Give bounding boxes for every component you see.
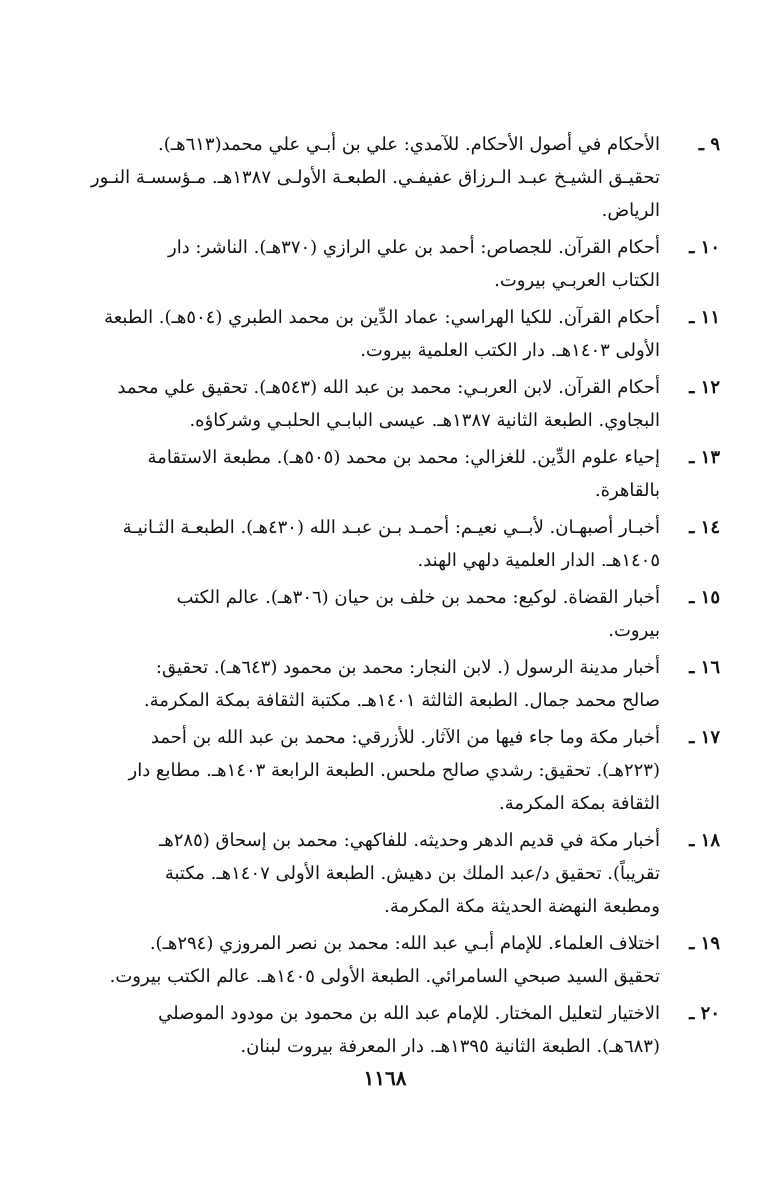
entry-line: أخبار مكة وما جاء فيها من الآثار. للأزرقي: محمد بن عبد الله بن أحمد [150,727,660,748]
entry-line: الرياض. [601,200,660,221]
entry-line: أحكام القرآن. للجصاص: أحمد بن علي الرازي (٣٧٠هـ). الناشر: دار [168,237,660,258]
bibliography-entry-19 [60,927,720,993]
bibliography-entry-10 [60,231,720,297]
entry-number: ١٢ ـ [689,377,720,398]
entry-number: ٢٠ ـ [689,1003,720,1024]
bibliography-entry-20 [60,997,720,1063]
entry-line: تقريباً). تحقيق د/عبد الملك بن دهيش. الطبعة الأولى ١٤٠٧هـ. مكتبة [164,863,660,884]
entry-text [60,997,660,1063]
entry-number: ١٠ ـ [689,237,720,258]
entry-text [60,231,660,297]
entry-number: ٩ ـ [698,134,720,155]
entry-line: أخبـار أصبهـان. لأبــي نعيـم: أحمـد بـن عبـد الله (٤٣٠هـ). الطبعـة الثـانيـة [122,517,660,538]
entry-text [60,441,660,507]
entry-number: ١٥ ـ [689,587,720,608]
entry-line: اختلاف العلماء. للإمام أبـي عبد الله: محمد بن نصر المروزي (٢٩٤هـ). [149,933,660,954]
entry-text [60,511,660,577]
bibliography-entry-16 [60,651,720,717]
entry-number: ١١ ـ [689,307,720,328]
bibliography-entry-18 [60,824,720,923]
entry-text [60,128,660,227]
entry-text [60,581,660,647]
bibliography-entry-17 [60,721,720,820]
bibliography-entry-13 [60,441,720,507]
bibliography-entry-12 [60,371,720,437]
entry-line: ومطبعة النهضة الحديثة مكة المكرمة. [384,896,660,917]
bibliography-entry-11 [60,301,720,367]
entry-number: ١٩ ـ [689,933,720,954]
bibliography-entry-15 [60,581,720,647]
entry-line: الأحكام في أصول الأحكام. للآمدي: علي بن أبـي علي محمد(٦١٣هـ). [158,134,660,155]
entry-line: الكتاب العربـي بيروت. [494,270,660,291]
entry-line: الاختيار لتعليل المختار. للإمام عبد الله بن محمود بن مودود الموصلي [158,1003,660,1024]
entry-text [60,651,660,717]
entry-line: (٦٨٣هـ). الطبعة الثانية ١٣٩٥هـ. دار المعرفة بيروت لبنان. [240,1036,660,1057]
entry-line: البجاوي. الطبعة الثانية ١٣٨٧هـ. عيسى البابـي الحلبـي وشركاؤه. [189,410,660,431]
entry-number: ١٤ ـ [689,517,720,538]
bibliography-entry-14 [60,511,720,577]
entry-line: إحياء علوم الدِّين. للغزالي: محمد بن محمد (٥٠٥هـ). مطبعة الاستقامة [147,447,660,468]
entry-line: أخبار القضاة. لوكيع: محمد بن خلف بن حيان (٣٠٦هـ). عالم الكتب [176,587,660,608]
entry-text [60,371,660,437]
entry-text [60,927,660,993]
entry-line: الأولى ١٤٠٣هـ. دار الكتب العلمية بيروت. [360,340,660,361]
entry-text [60,721,660,820]
entry-number: ١٦ ـ [689,657,720,678]
entry-line: صالح محمد جمال. الطبعة الثالثة ١٤٠١هـ. مكتبة الثقافة بمكة المكرمة. [143,690,660,711]
entry-line: أخبار مدينة الرسول (. لابن النجار: محمد بن محمود (٦٤٣هـ). تحقيق: [155,657,660,678]
entry-line: بالقاهرة. [594,480,660,501]
entry-line: تحقيـق الشيـخ عبـد الـرزاق عفيفـي. الطبعـة الأولـى ١٣٨٧هـ. مـؤسسـة النـور [90,167,660,188]
bibliography-list [60,128,720,1067]
entry-text [60,301,660,367]
bibliography-entry-9 [60,128,720,227]
entry-line: (٢٢٣هـ). تحقيق: رشدي صالح ملحس. الطبعة الرابعة ١٤٠٣هـ. مطابع دار [128,760,660,781]
entry-line: ١٤٠٥هـ. الدار العلمية دلهي الهند. [417,550,660,571]
entry-line: تحقيق السيد صبحي السامرائي. الطبعة الأولى ١٤٠٥هـ. عالم الكتب بيروت. [109,966,660,987]
entry-line: أحكام القرآن. للكيا الهراسي: عماد الدِّين بن محمد الطبري (٥٠٤هـ). الطبعة [104,307,660,328]
page-number: ١١٦٨ [363,1066,407,1090]
entry-number: ١٨ ـ [689,830,720,851]
entry-line: بيروت. [608,620,660,641]
entry-line: الثقافة بمكة المكرمة. [499,793,660,814]
entry-line: أخبار مكة في قديم الدهر وحديثه. للفاكهي: محمد بن إسحاق (٢٨٥هـ [158,830,660,851]
entry-number: ١٧ ـ [689,727,720,748]
entry-number: ١٣ ـ [689,447,720,468]
entry-line: أحكام القرآن. لابن العربـي: محمد بن عبد الله (٥٤٣هـ). تحقيق علي محمد [117,377,660,398]
entry-text [60,824,660,923]
